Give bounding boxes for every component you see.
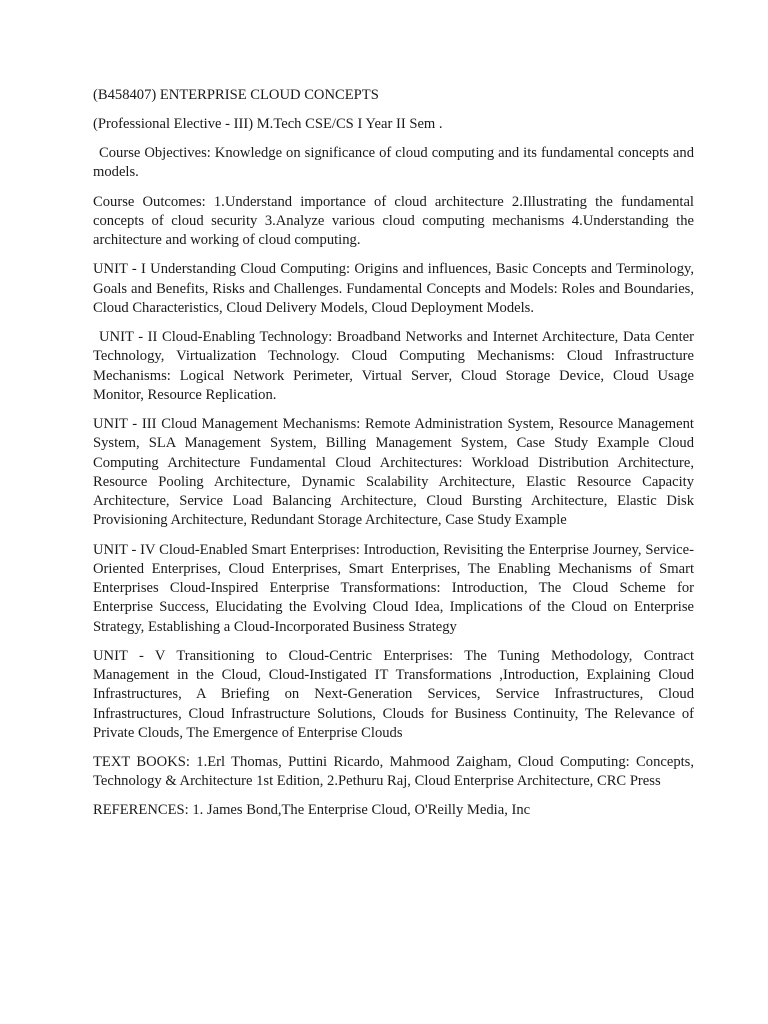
course-objectives: Course Objectives: Knowledge on significance of cloud computing and its fundamental concepts and models. (93, 145, 694, 181)
course-title: (B458407) ENTERPRISE CLOUD CONCEPTS (93, 87, 379, 103)
document-page (93, 86, 694, 831)
unit-5: UNIT - V Transitioning to Cloud-Centric Enterprises: The Tuning Methodology, Contract Management in the Cloud, Cloud-Instigated IT Transformations ,Introduction, Explaining Cloud Infrastructures, A Briefing on Next-Generation Services, Service Infrastructures, Cloud Infrastructures, Cloud Infrastructure Solutions, Clouds for Business Continuity, The Relevance of Private Clouds, The Emergence of Enterprise Clouds (93, 647, 694, 741)
unit-2: UNIT - II Cloud-Enabling Technology: Broadband Networks and Internet Architecture, Data Center Technology, Virtualization Technology. Cloud Computing Mechanisms: Cloud Infrastructure Mechanisms: Logical Network Perimeter, Virtual Server, Cloud Storage Device, Cloud Usage Monitor, Resource Replication. (93, 328, 694, 403)
course-outcomes: Course Outcomes: 1.Understand importance of cloud architecture 2.Illustrating the fundamental concepts of cloud security 3.Analyze various cloud computing mechanisms 4.Understanding the architecture and working of cloud computing. (93, 193, 694, 249)
unit-3: UNIT - III Cloud Management Mechanisms: Remote Administration System, Resource Management System, SLA Management System, Billing Management System, Case Study Example Cloud Computing Architecture Fundamental Cloud Architectures: Workload Distribution Architecture, Resource Pooling Architecture, Dynamic Scalability Architecture, Elastic Resource Capacity Architecture, Service Load Balancing Architecture, Cloud Bursting Architecture, Elastic Disk Provisioning Architecture, Redundant Storage Architecture, Case Study Example (93, 415, 694, 529)
unit-1: UNIT - I Understanding Cloud Computing: Origins and influences, Basic Concepts and Terminology, Goals and Benefits, Risks and Challenges. Fundamental Concepts and Models: Roles and Boundaries, Cloud Characteristics, Cloud Delivery Models, Cloud Deployment Models. (93, 261, 694, 316)
references: REFERENCES: 1. James Bond,The Enterprise Cloud, O'Reilly Media, Inc (93, 802, 531, 819)
elective-line: (Professional Elective - III) M.Tech CSE/CS I Year II Sem . (93, 116, 443, 133)
unit-4: UNIT - IV Cloud-Enabled Smart Enterprises: Introduction, Revisiting the Enterprise Journey, Service-Oriented Enterprises, Cloud Enterprises, Smart Enterprises, The Enabling Mechanisms of Smart Enterprises Cloud-Inspired Enterprise Transformations: Introduction, The Cloud Scheme for Enterprise Success, Elucidating the Evolving Cloud Idea, Implications of the Cloud on Enterprise Strategy, Establishing a Cloud-Incorporated Business Strategy (93, 541, 694, 635)
text-books: TEXT BOOKS: 1.Erl Thomas, Puttini Ricardo, Mahmood Zaigham, Cloud Computing: Concepts, Technology & Architecture 1st Edition, 2.Pethuru Raj, Cloud Enterprise Architecture, CRC Press (93, 754, 694, 790)
